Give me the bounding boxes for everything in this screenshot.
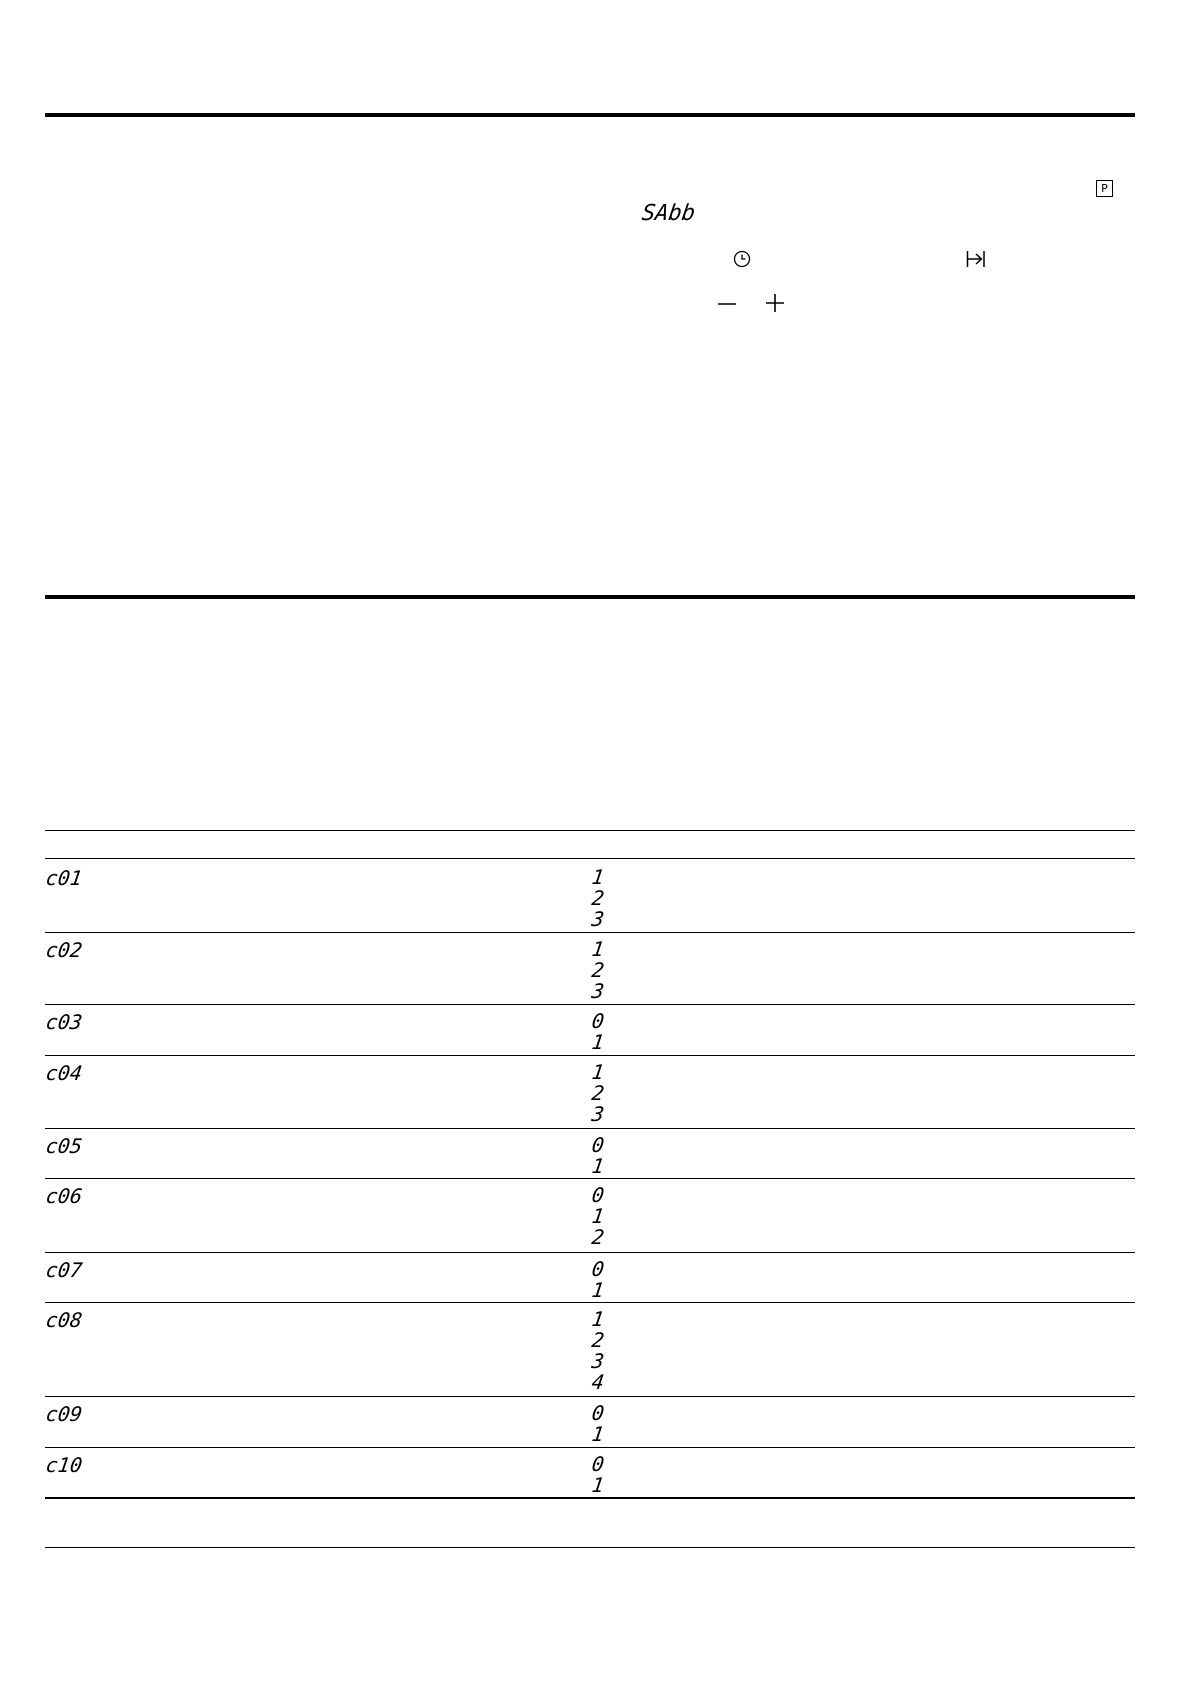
display-code-sabb	[642, 203, 695, 225]
setting-code: c03	[44, 1010, 84, 1034]
row-divider	[45, 1128, 1135, 1129]
setting-value: 1	[590, 1060, 606, 1084]
setting-code: c02	[44, 938, 84, 962]
setting-value: 1	[590, 1278, 606, 1302]
row-divider	[45, 1302, 1135, 1303]
setting-value: 3	[590, 907, 606, 931]
setting-value: 2	[590, 886, 606, 910]
setting-value: 0	[590, 1401, 606, 1425]
setting-value: 2	[590, 1328, 606, 1352]
program-key-label: P	[1101, 182, 1108, 195]
table-top-border	[45, 830, 1135, 831]
table-bottom-border	[45, 1497, 1135, 1499]
setting-value: 3	[590, 979, 606, 1003]
row-divider	[45, 932, 1135, 933]
setting-code: c08	[44, 1308, 84, 1332]
skip-to-end-icon	[966, 250, 986, 268]
minus-icon	[717, 294, 737, 314]
setting-value: 0	[590, 1009, 606, 1033]
row-divider	[45, 1447, 1135, 1448]
setting-value: 1	[590, 1473, 606, 1497]
setting-code: c04	[44, 1061, 84, 1085]
setting-code: c07	[44, 1258, 84, 1282]
table-header-border	[45, 858, 1135, 859]
setting-value: 0	[590, 1133, 606, 1157]
setting-value: 1	[590, 1307, 606, 1331]
clock-icon	[733, 250, 751, 268]
table-footer-border	[45, 1547, 1135, 1548]
plus-icon	[765, 293, 785, 313]
setting-value: 0	[590, 1183, 606, 1207]
setting-value: 3	[590, 1102, 606, 1126]
setting-value: 1	[590, 937, 606, 961]
setting-value: 2	[590, 1225, 606, 1249]
row-divider	[45, 1252, 1135, 1253]
section-divider-top	[45, 113, 1135, 117]
setting-value: 1	[590, 1030, 606, 1054]
setting-value: 3	[590, 1349, 606, 1373]
setting-value: 2	[590, 1081, 606, 1105]
program-key-icon	[1096, 180, 1113, 197]
setting-code: c10	[44, 1453, 84, 1477]
setting-code: c06	[44, 1184, 84, 1208]
setting-value: 0	[590, 1257, 606, 1281]
setting-value: 1	[590, 1204, 606, 1228]
row-divider	[45, 1004, 1135, 1005]
setting-value: 0	[590, 1452, 606, 1476]
setting-code: c09	[44, 1402, 84, 1426]
setting-value: 1	[590, 1422, 606, 1446]
section-divider-middle	[45, 595, 1135, 599]
setting-code: c05	[44, 1134, 84, 1158]
row-divider	[45, 1396, 1135, 1397]
setting-value: 1	[590, 1154, 606, 1178]
setting-value: 1	[590, 865, 606, 889]
setting-value: 4	[590, 1370, 606, 1394]
row-divider	[45, 1178, 1135, 1179]
display-code-text: SAbb	[640, 201, 697, 226]
row-divider	[45, 1055, 1135, 1056]
setting-value: 2	[590, 958, 606, 982]
setting-code: c01	[44, 866, 84, 890]
